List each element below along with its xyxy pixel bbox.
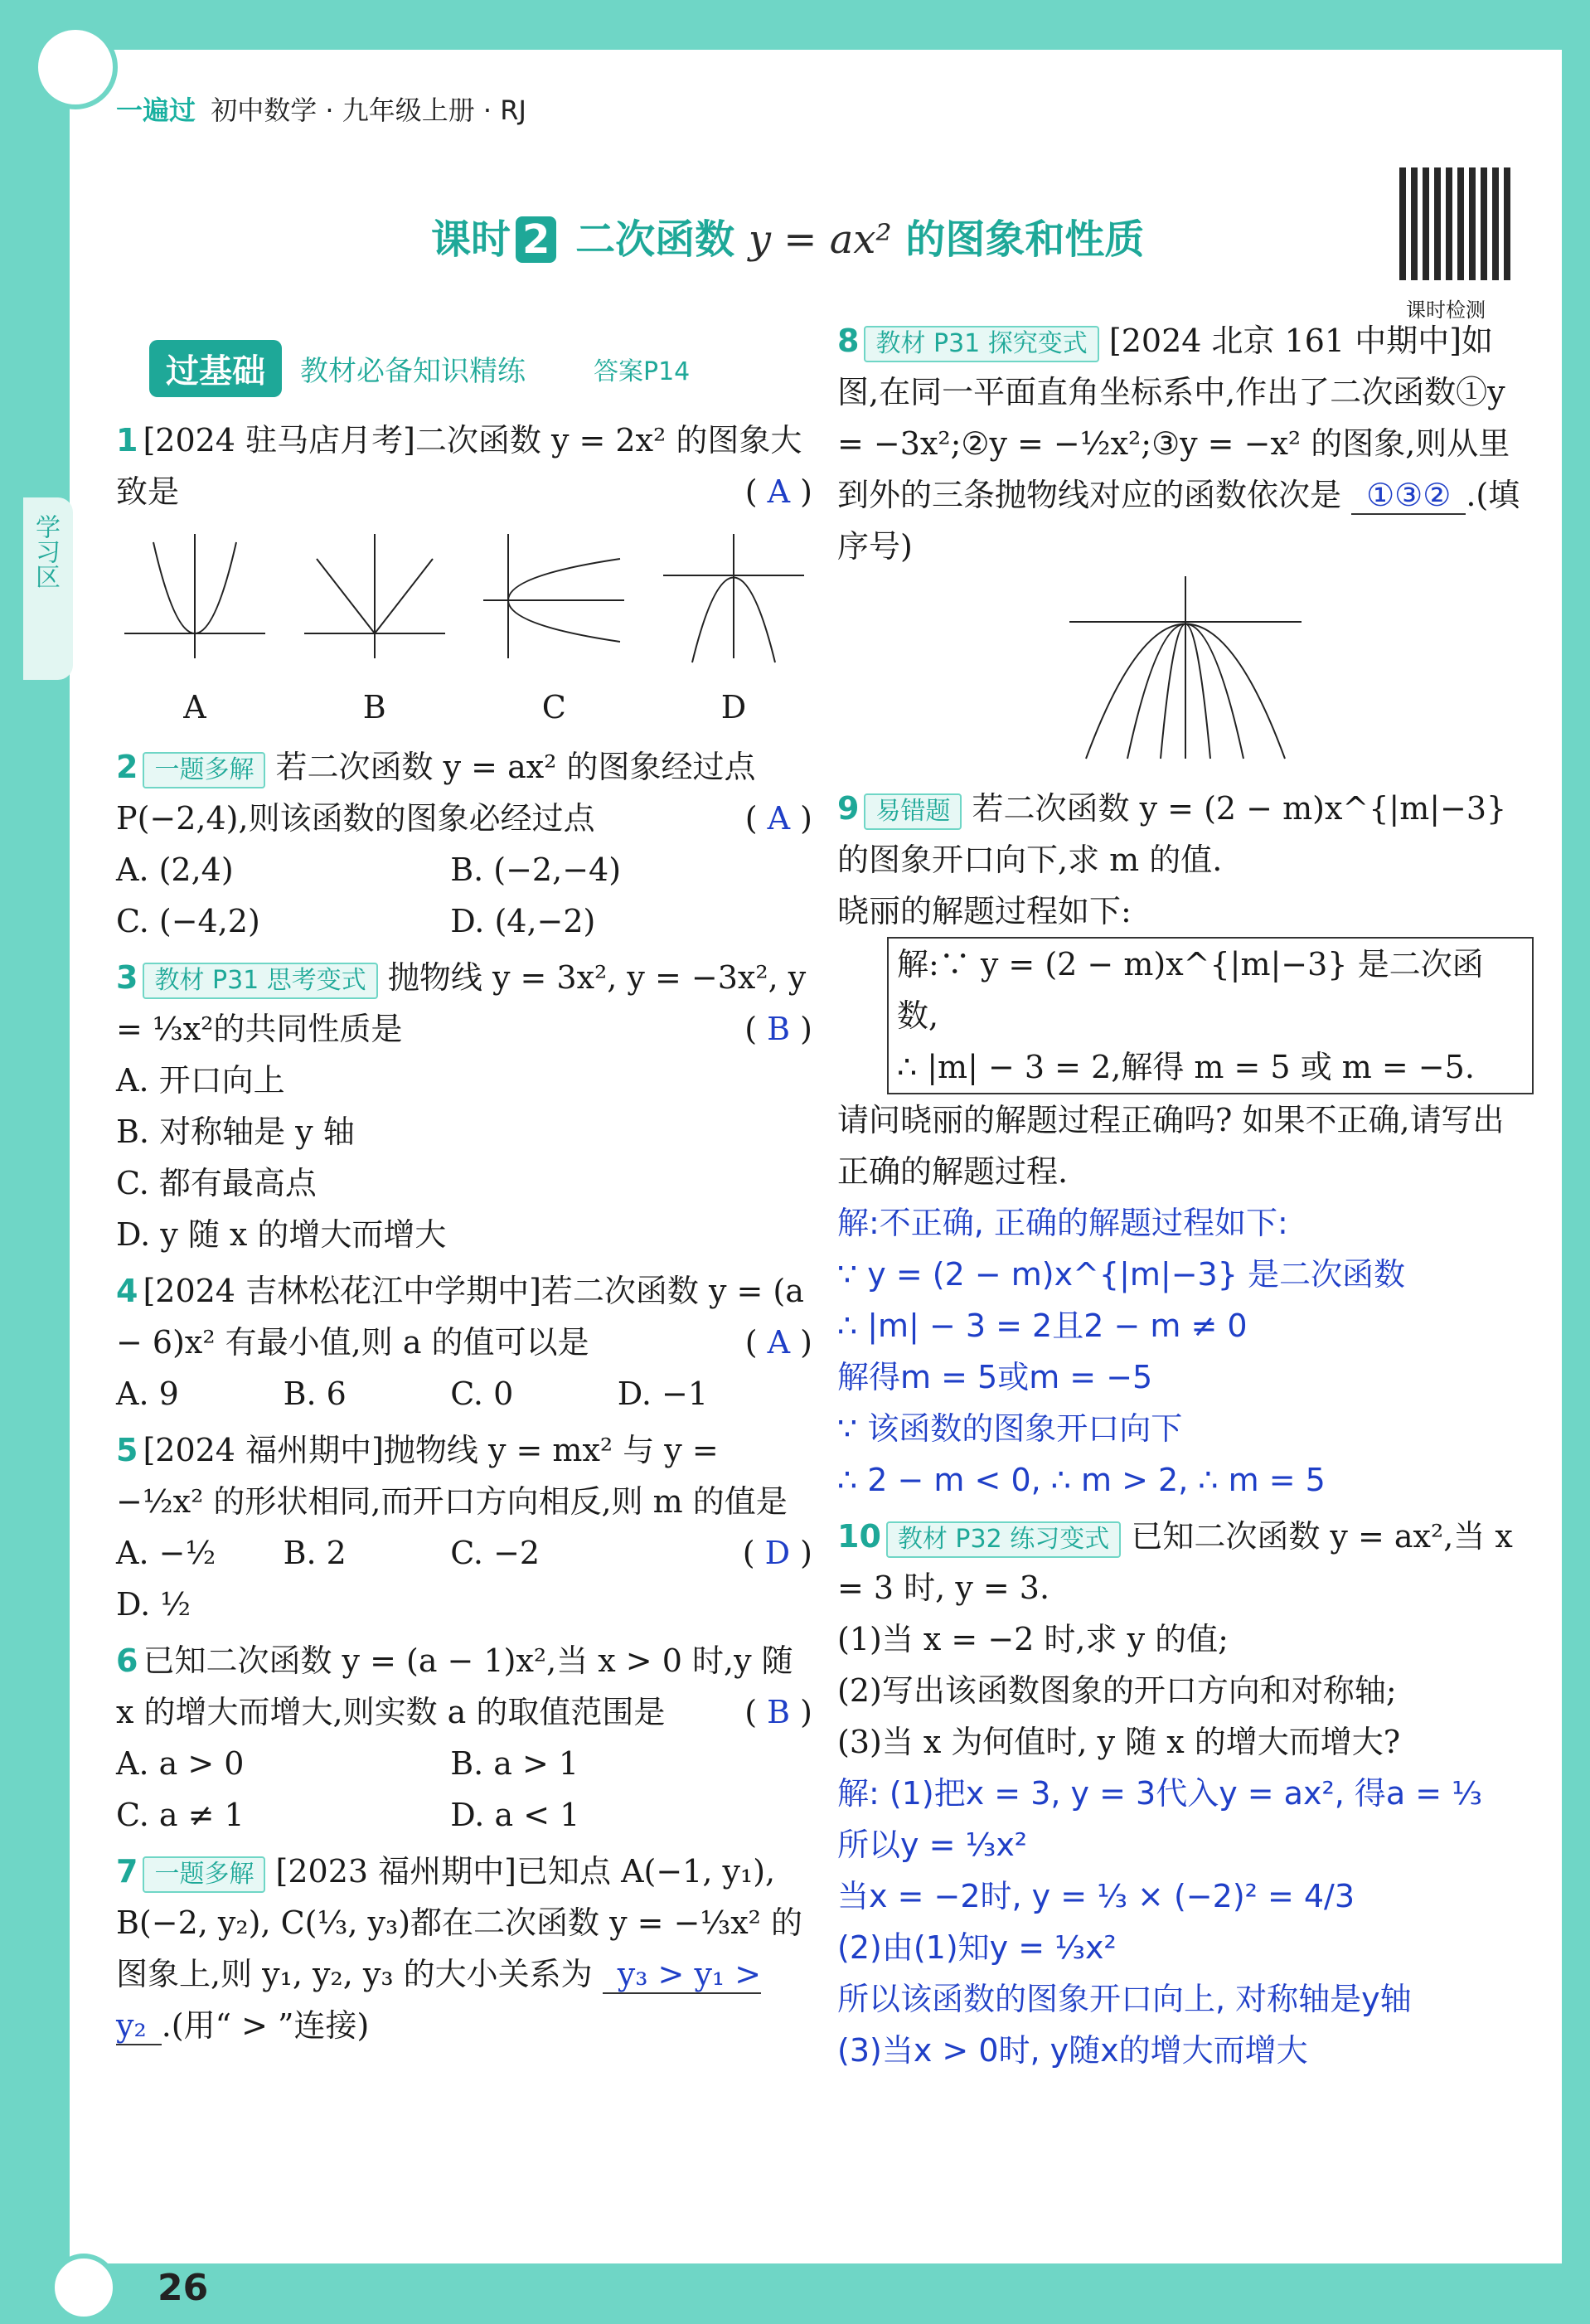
right-column (837, 315, 1534, 2081)
answer-ref[interactable]: 答案P14 (594, 357, 691, 386)
graph-c: C (475, 526, 633, 733)
page-number: 26 (158, 2267, 209, 2309)
mascot-icon (33, 25, 118, 109)
graph-b: B (296, 526, 453, 733)
question-4: 4 [2024 吉林松花江中学期中]若二次函数 y = (a − 6)x² 有最小值,则 a 的值可以是 ( A ) A. 9 B. 6 C. 0 D. −1 (116, 1273, 812, 1412)
question-2: 2 一题多解 若二次函数 y = ax² 的图象经过点 P(−2,4),则该函数的图象必经过点 ( A ) A. (2,4) B. (−2,−4) C. (−4,2) D. (4,−2) (116, 749, 812, 939)
question-3: 3 教材 P31 思考变式 抛物线 y = 3x², y = −3x², y = ⅓x²的共同性质是 ( B ) A. 开口向上 B. 对称轴是 y 轴 C. 都有最高点 D. y 随 x 的增大而增大 (116, 959, 812, 1253)
question-7: 7 一题多解 [2023 福州期中]已知点 A(−1, y₁), B(−2, y₂), C(⅓, y₃)都在二次函数 y = −⅓x² 的图象上,则 y₁, y₂, y₃ 的大小关系为 y₃ > y₁ > y₂ .(用“ > ”连接) (116, 1853, 802, 2044)
question-1: 1 [2024 驻马店月考]二次函数 y = 2x² 的图象大致是 ( A ) A B C D (116, 415, 812, 733)
question-9: 9 易错题 若二次函数 y = (2 − m)x^{|m|−3} 的图象开口向下,求 m 的值. 晓丽的解题过程如下: 解:∵ y = (2 − m)x^{|m|−3} 是二次函数, ∴ |m| − 3 = 2,解得 m = 5 或 m = −5. 请问晓丽的解题过程正确吗? 如果不正确,请写出正确的解题过程. 解:不正确, 正确的解题过程如下: ∵ y = (2 − m)x^{|m|−3} 是二次函数 ∴ |m| − 3 = 2且2 − m ≠ 0 解得m = 5或m = −5 ∵ 该函数的图象开口向下 ∴ 2 − m < 0, ∴ m > 2, ∴ m = 5 (837, 783, 1534, 1506)
brand-logo: 一遍过 (116, 95, 196, 126)
question-5: 5 [2024 福州期中]抛物线 y = mx² 与 y = −½x² 的形状相同,而开口方向相反,则 m 的值是 ( D ) A. −½ B. 2 C. −2D. ½ (116, 1432, 812, 1623)
q9-solution: 解:不正确, 正确的解题过程如下: ∵ y = (2 − m)x^{|m|−3} 是二次函数 ∴ |m| − 3 = 2且2 − m ≠ 0 解得m = 5或m = −5 ∵ 该函数的图象开口向下 ∴ 2 − m < 0, ∴ m > 2, ∴ m = 5 (837, 1205, 1405, 1498)
sidebar-tab[interactable]: 学习区 (23, 497, 73, 680)
q1-graphs (116, 526, 812, 733)
qr-code-icon[interactable] (1399, 167, 1512, 280)
q10-solution: 解: (1)把x = 3, y = 3代入y = ax², 得a = ⅓ 所以y = ⅓x² 当x = −2时, y = ⅓ × (−2)² = 4/3 (2)由(1)知y = ⅓x² 所以该函数的图象开口向上, 对称轴是y轴 (3)当x > 0时, y随x的增大而增大 (837, 1775, 1482, 2069)
graph-d: D (655, 526, 812, 733)
question-8: 8 教材 P31 探究变式 [2024 北京 161 中期中]如图,在同一平面直角坐标系中,作出了二次函数①y = −3x²;②y = −½x²;③y = −x² 的图象,则从里到外的三条抛物线对应的函数依次是 ①③② .(填序号) (837, 315, 1534, 778)
answer-blank[interactable]: y₃ > y₁ > y₂ (116, 1956, 762, 2044)
qr-caption: 课时检测 (1406, 298, 1486, 322)
q8-graph (837, 572, 1534, 778)
book-info: 初中数学 · 九年级上册 · RJ (211, 95, 526, 126)
student-solution-box: 解:∵ y = (2 − m)x^{|m|−3} 是二次函数, ∴ |m| − 3 = 2,解得 m = 5 或 m = −5. (887, 937, 1534, 1094)
left-column (116, 415, 812, 2056)
page-title: 课时 2 二次函数 y = ax² 的图象和性质 (431, 216, 1145, 263)
question-6: 6 已知二次函数 y = (a − 1)x²,当 x > 0 时,y 随 x 的增大而增大,则实数 a 的取值范围是 ( B ) A. a > 0 B. a > 1 C. a ≠ 1 D. a < 1 (116, 1642, 812, 1833)
question-10: 10 教材 P32 练习变式 已知二次函数 y = ax²,当 x = 3 时, y = 3. (1)当 x = −2 时,求 y 的值; (2)写出该函数图象的开口方向和对称轴; (3)当 x 为何值时, y 随 x 的增大而增大? 解: (1)把x = 3, y = 3代入y = ax², 得a = ⅓ 所以y = ⅓x² 当x = −2时, y = ⅓ × (−2)² = 4/3 (2)由(1)知y = ⅓x² 所以该函数的图象开口向上, 对称轴是y轴 (3)当x > 0时, y随x的增大而增大 (837, 1511, 1534, 2076)
section-header: 过基础 教材必备知识精练 答案P14 (149, 340, 690, 397)
mascot-icon (50, 2254, 118, 2322)
answer-blank[interactable]: ①③② (1351, 477, 1466, 515)
page-header (116, 90, 526, 128)
graph-a: A (116, 526, 274, 733)
